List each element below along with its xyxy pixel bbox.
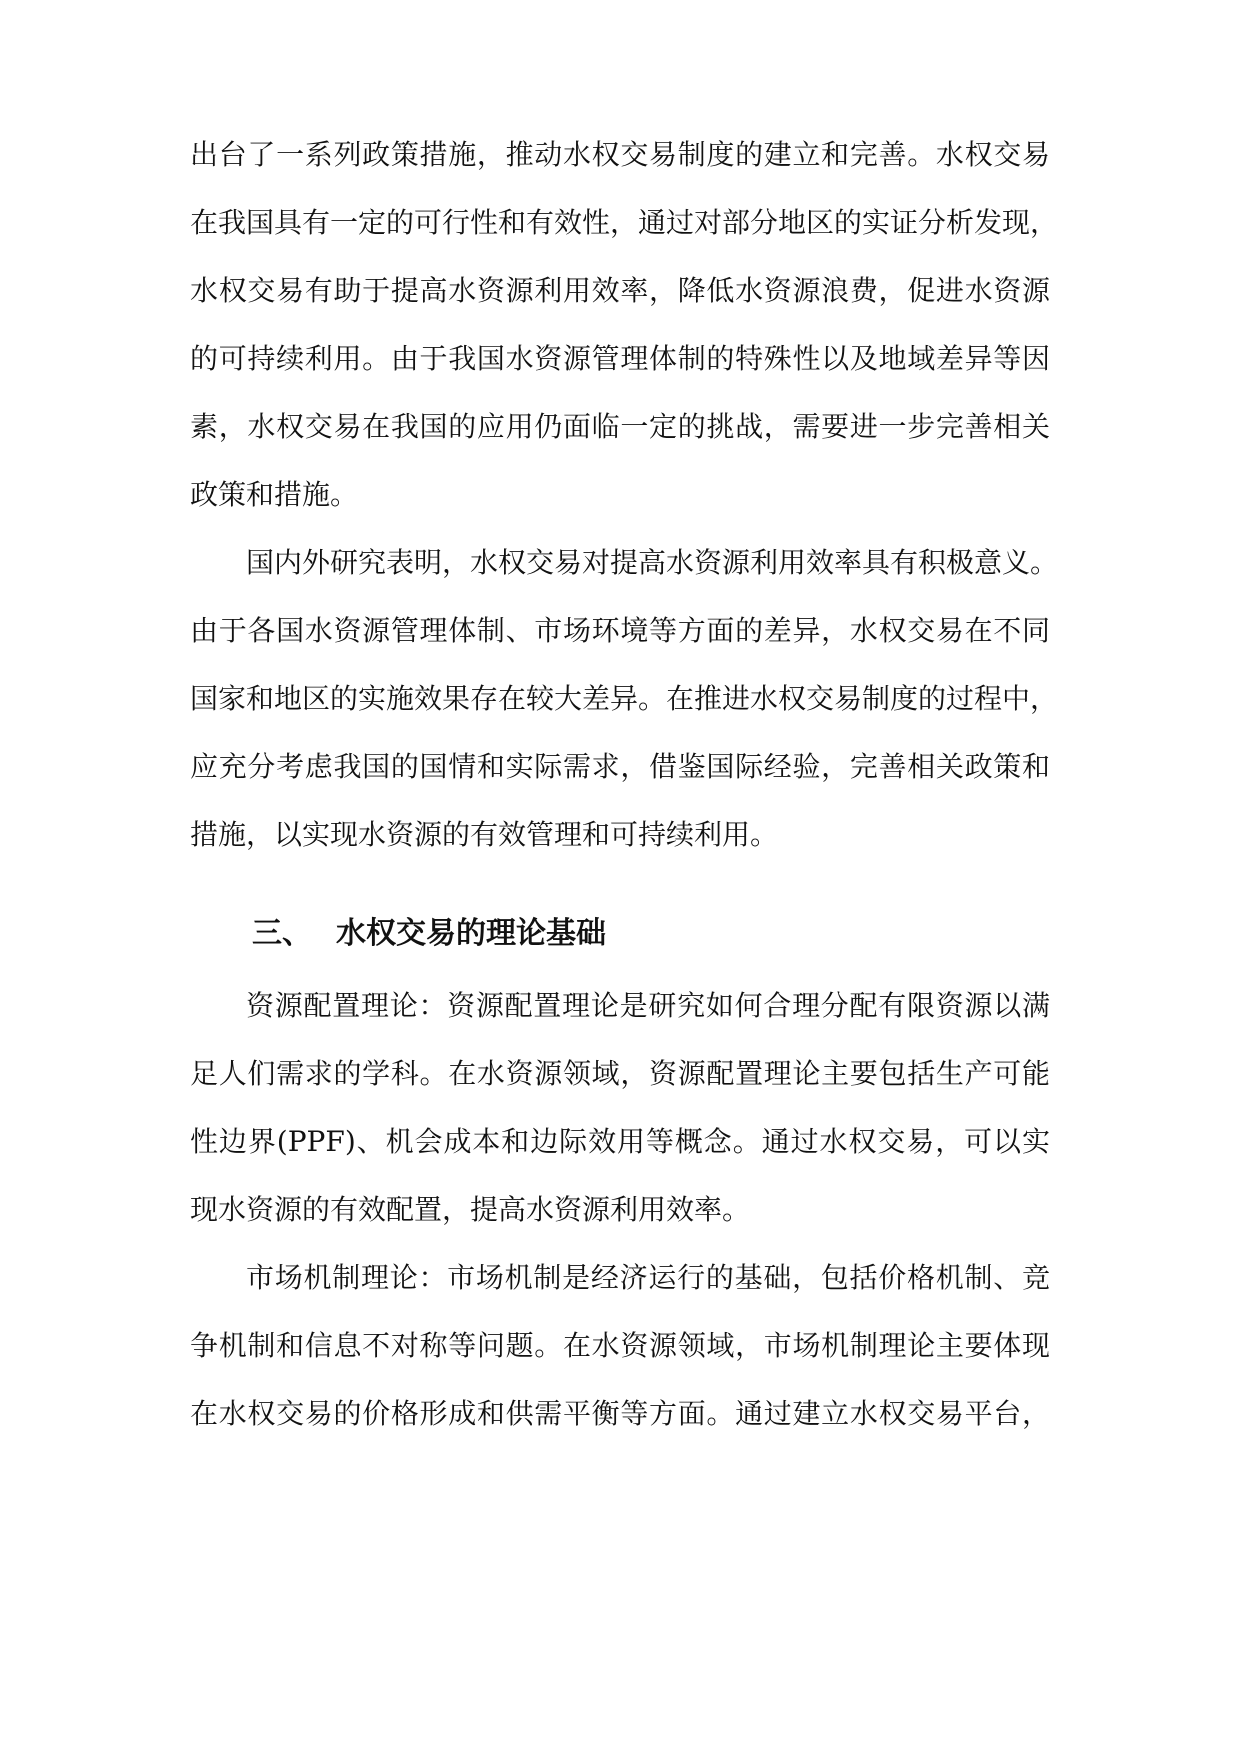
paragraph-line: 应充分考虑我国的国情和实际需求，借鉴国际经验，完善相关政策和 bbox=[190, 750, 1050, 783]
paragraph-line: 在我国具有一定的可行性和有效性，通过对部分地区的实证分析发现， bbox=[190, 206, 1059, 239]
section-title: 水权交易的理论基础 bbox=[336, 916, 606, 951]
paragraph-line: 由于各国水资源管理体制、市场环境等方面的差异，水权交易在不同 bbox=[190, 614, 1050, 647]
paragraph-line: 出台了一系列政策措施，推动水权交易制度的建立和完善。水权交易 bbox=[190, 138, 1050, 171]
paragraph-line: 争机制和信息不对称等问题。在水资源领域，市场机制理论主要体现 bbox=[190, 1329, 1050, 1362]
paragraph-line: 现水资源的有效配置，提高水资源利用效率。 bbox=[190, 1193, 751, 1226]
paragraph-first-line: 资源配置理论：资源配置理论是研究如何合理分配有限资源以满 bbox=[246, 989, 1050, 1022]
paragraph-line: 政策和措施。 bbox=[190, 478, 359, 511]
paragraph-line: 措施，以实现水资源的有效管理和可持续利用。 bbox=[190, 818, 779, 851]
section-number: 三、 bbox=[252, 916, 312, 951]
paragraph-line: 性边界(PPF)、机会成本和边际效用等概念。通过水权交易，可以实 bbox=[190, 1125, 1050, 1158]
paragraph-line: 水权交易有助于提高水资源利用效率，降低水资源浪费，促进水资源 bbox=[190, 274, 1050, 307]
paragraph-first-line: 国内外研究表明，水权交易对提高水资源利用效率具有积极意义。 bbox=[246, 546, 1059, 579]
paragraph-line: 的可持续利用。由于我国水资源管理体制的特殊性以及地域差异等因 bbox=[190, 342, 1050, 375]
paragraph-first-line: 市场机制理论：市场机制是经济运行的基础，包括价格机制、竞 bbox=[246, 1261, 1050, 1294]
paragraph-line: 足人们需求的学科。在水资源领域，资源配置理论主要包括生产可能 bbox=[190, 1057, 1050, 1090]
paragraph-line: 在水权交易的价格形成和供需平衡等方面。通过建立水权交易平台， bbox=[190, 1397, 1050, 1430]
section-heading bbox=[252, 914, 606, 954]
paragraph-line: 素，水权交易在我国的应用仍面临一定的挑战，需要进一步完善相关 bbox=[190, 410, 1050, 443]
paragraph-line: 国家和地区的实施效果存在较大差异。在推进水权交易制度的过程中， bbox=[190, 682, 1059, 715]
